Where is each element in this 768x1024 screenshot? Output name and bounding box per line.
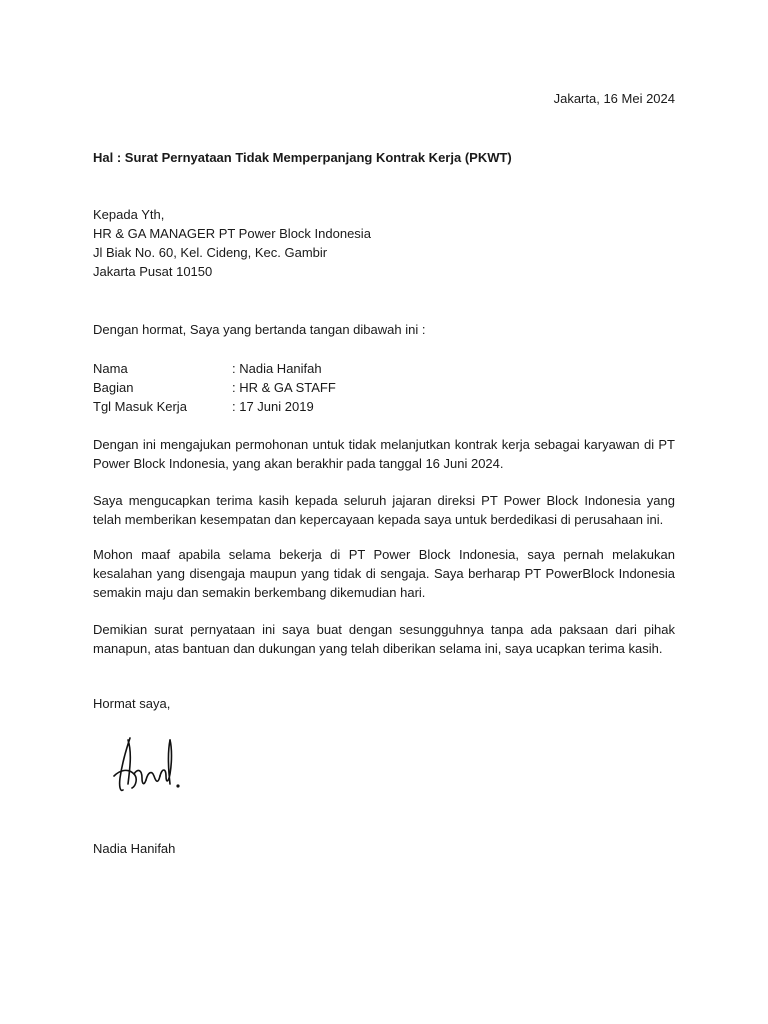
signature-icon [108, 730, 188, 810]
detail-value-department: : HR & GA STAFF [232, 380, 336, 395]
detail-label-start-date: Tgl Masuk Kerja [93, 399, 187, 414]
paragraph-thanks: Saya mengucapkan terima kasih kepada seluruh jajaran direksi PT Power Block Indonesia yang telah memberikan kesempatan dan kepercayaan kepada saya untuk berdedikasi di perusahaan ini. [93, 493, 675, 527]
recipient-address-2: Jakarta Pusat 10150 [93, 264, 213, 279]
paragraph-request: Dengan ini mengajukan permohonan untuk tidak melanjutkan kontrak kerja sebagai karyawan di PT Power Block Indonesia, yang akan berakhir pada tanggal 16 Juni 2024. [93, 437, 675, 471]
detail-label-name: Nama [93, 361, 128, 376]
recipient-name: HR & GA MANAGER PT Power Block Indonesia [93, 226, 371, 241]
signer-name: Nadia Hanifah [93, 841, 176, 856]
regards-line: Hormat saya, [93, 696, 171, 711]
recipient-address-1: Jl Biak No. 60, Kel. Cideng, Kec. Gambir [93, 245, 328, 260]
subject-line: Hal : Surat Pernyataan Tidak Memperpanjang Kontrak Kerja (PKWT) [93, 150, 512, 165]
detail-value-start-date: : 17 Juni 2019 [232, 399, 314, 414]
paragraph-closing: Demikian surat pernyataan ini saya buat dengan sesungguhnya tanpa ada paksaan dari pihak manapun, atas bantuan dan dukungan yang telah diberikan selama ini, saya ucapkan terima kasih. [93, 622, 675, 656]
date-line: Jakarta, 16 Mei 2024 [553, 91, 675, 106]
paragraph-apology: Mohon maaf apabila selama bekerja di PT Power Block Indonesia, saya pernah melakukan kesalahan yang disengaja maupun yang tidak di sengaja. Saya berharap PT PowerBlock Indonesia semakin maju dan semakin berkembang dikemudian hari. [93, 547, 675, 600]
detail-value-name: : Nadia Hanifah [232, 361, 322, 376]
detail-label-department: Bagian [93, 380, 134, 395]
opening-line: Dengan hormat, Saya yang bertanda tangan dibawah ini : [93, 322, 426, 337]
recipient-salutation: Kepada Yth, [93, 207, 165, 222]
